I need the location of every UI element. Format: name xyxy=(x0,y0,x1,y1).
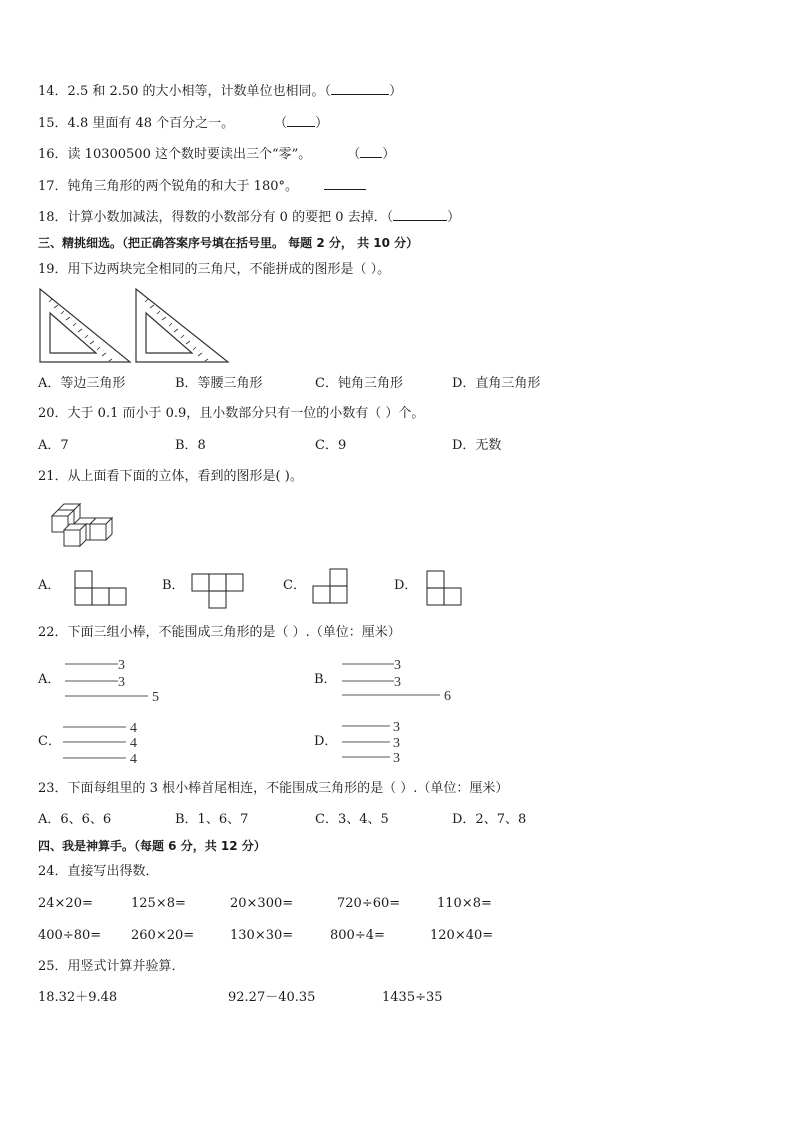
paren-close: ） xyxy=(382,147,396,162)
section-3-heading: 三、精挑细选。（把正确答案序号填在括号里。 每题 2 分， 共 10 分） xyxy=(38,236,419,250)
section-4-heading: 四、我是神算手。（每题 6 分，共 12 分） xyxy=(38,839,266,853)
question-21-text: 21．从上面看下面的立体，看到的图形是( )。 xyxy=(38,469,303,484)
question-15-text: 15．4.8 里面有 48 个百分之一。 xyxy=(38,116,235,131)
set-square-figure xyxy=(38,287,233,365)
q20-option-c[interactable]: C．9 xyxy=(315,438,347,453)
q19-option-d[interactable]: D．直角三角形 xyxy=(452,376,541,391)
stick-length: 3 xyxy=(393,736,400,751)
q19-option-a[interactable]: A．等边三角形 xyxy=(38,376,126,391)
q21-option-d-label[interactable]: D． xyxy=(394,578,418,593)
q21-option-b-figure[interactable] xyxy=(191,573,245,610)
question-25-text: 25．用竖式计算并验算． xyxy=(38,959,185,974)
q21-option-b-label[interactable]: B． xyxy=(162,578,185,593)
q23-option-a[interactable]: A．6、6、6 xyxy=(38,812,112,827)
calc-item: 120×40= xyxy=(430,928,494,943)
question-24-text: 24．直接写出得数． xyxy=(38,864,159,879)
question-16-text: 16．读 10300500 这个数时要读出三个“零”。 xyxy=(38,147,312,162)
stick-length: 4 xyxy=(130,752,137,767)
q20-option-a[interactable]: A．7 xyxy=(38,438,69,453)
paren-open: （ xyxy=(274,116,288,131)
q22-option-b-sticks[interactable] xyxy=(336,656,466,702)
answer-blank[interactable] xyxy=(360,147,382,158)
question-20-text: 20．大于 0.1 而小于 0.9，且小数部分只有一位的小数有（ ）个。 xyxy=(38,406,425,421)
q22-option-a-label[interactable]: A． xyxy=(38,672,61,687)
question-16 xyxy=(38,147,395,163)
stick-length: 3 xyxy=(118,675,125,690)
stick-length: 3 xyxy=(118,658,125,673)
q23-option-c[interactable]: C．3、4、5 xyxy=(315,812,389,827)
calc-item: 260×20= xyxy=(131,928,195,943)
q22-option-b-label[interactable]: B． xyxy=(314,672,337,687)
stick-length: 4 xyxy=(130,721,137,736)
q22-option-c-sticks[interactable] xyxy=(60,718,150,768)
question-22-text: 22．下面三组小棒，不能围成三角形的是（ ）.（单位：厘米） xyxy=(38,625,401,640)
answer-blank[interactable] xyxy=(287,116,315,127)
q21-option-a-figure[interactable] xyxy=(74,570,128,607)
stick-length: 3 xyxy=(393,720,400,735)
vertical-calc-item: 92.27－40.35 xyxy=(228,990,316,1005)
paren-close: ） xyxy=(389,84,403,99)
stick-length: 4 xyxy=(130,736,137,751)
q21-option-d-figure[interactable] xyxy=(426,570,463,607)
q23-option-d[interactable]: D．2、7、8 xyxy=(452,812,527,827)
stick-length: 3 xyxy=(394,675,401,690)
q21-option-c-figure[interactable] xyxy=(312,568,349,605)
question-14-text: 14．2.5 和 2.50 的大小相等，计数单位也相同。（ xyxy=(38,84,332,99)
q22-option-d-label[interactable]: D． xyxy=(314,734,338,749)
paren-close: ） xyxy=(315,116,329,131)
q20-option-b[interactable]: B．8 xyxy=(175,438,206,453)
calc-item: 800÷4= xyxy=(330,928,385,943)
calc-item: 110×8= xyxy=(437,896,492,911)
stick-length: 6 xyxy=(444,689,451,702)
answer-blank[interactable] xyxy=(324,179,366,190)
set-square-right xyxy=(136,289,228,362)
q22-option-c-label[interactable]: C． xyxy=(38,734,61,749)
vertical-calc-item: 18.32＋9.48 xyxy=(38,990,118,1005)
question-14 xyxy=(38,84,402,100)
q19-option-b[interactable]: B．等腰三角形 xyxy=(175,376,263,391)
stick-length: 3 xyxy=(393,751,400,766)
question-23-text: 23．下面每组里的 3 根小棒首尾相连，不能围成三角形的是（ ）.（单位：厘米） xyxy=(38,781,509,796)
question-19-text: 19．用下边两块完全相同的三角尺，不能拼成的图形是（ ）。 xyxy=(38,262,391,277)
question-18 xyxy=(38,210,460,226)
cube-solid-figure xyxy=(48,500,114,550)
q19-option-c[interactable]: C．钝角三角形 xyxy=(315,376,403,391)
question-18-text: 18．计算小数加减法，得数的小数部分有 0 的要把 0 去掉．（ xyxy=(38,210,394,225)
q22-option-a-sticks[interactable] xyxy=(60,656,170,702)
question-17 xyxy=(38,179,366,195)
calc-item: 125×8= xyxy=(131,896,186,911)
calc-item: 24×20= xyxy=(38,896,93,911)
paren-open: （ xyxy=(347,147,361,162)
answer-blank[interactable] xyxy=(331,84,389,95)
q22-option-d-sticks[interactable] xyxy=(336,718,416,768)
stick-length: 3 xyxy=(394,658,401,673)
set-square-left xyxy=(40,289,130,362)
q20-option-d[interactable]: D．无数 xyxy=(452,438,502,453)
calc-item: 20×300= xyxy=(230,896,294,911)
calc-item: 720÷60= xyxy=(337,896,401,911)
q21-option-a-label[interactable]: A． xyxy=(38,578,61,593)
q23-option-b[interactable]: B．1、6、7 xyxy=(175,812,249,827)
calc-item: 130×30= xyxy=(230,928,294,943)
calc-item: 400÷80= xyxy=(38,928,102,943)
question-15 xyxy=(38,116,328,132)
answer-blank[interactable] xyxy=(393,210,447,221)
vertical-calc-item: 1435÷35 xyxy=(382,990,443,1005)
q21-option-c-label[interactable]: C． xyxy=(283,578,306,593)
paren-close: ） xyxy=(447,210,461,225)
question-17-text: 17．钝角三角形的两个锐角的和大于 180°。 xyxy=(38,179,298,194)
stick-length: 5 xyxy=(152,690,159,702)
